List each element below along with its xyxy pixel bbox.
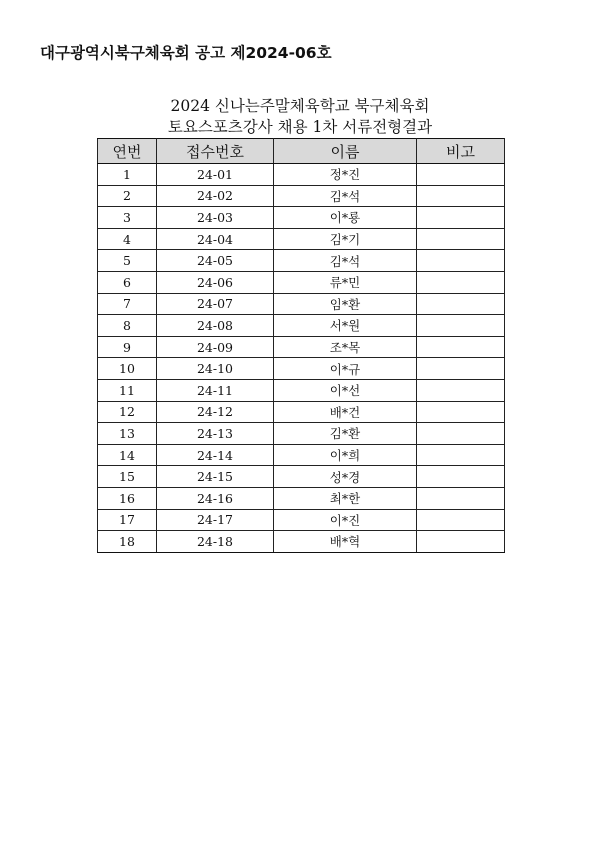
table-row bbox=[98, 444, 505, 466]
notice-number: 대구광역시북구체육회 공고 제2024-06호 bbox=[40, 44, 332, 62]
cell-name: 조*목 bbox=[274, 336, 417, 358]
cell-receipt-number: 24-08 bbox=[157, 315, 274, 337]
cell-no: 18 bbox=[98, 531, 157, 553]
cell-name: 김*석 bbox=[274, 185, 417, 207]
header-note: 비고 bbox=[417, 139, 505, 164]
cell-receipt-number: 24-18 bbox=[157, 531, 274, 553]
cell-name: 성*경 bbox=[274, 466, 417, 488]
cell-no: 17 bbox=[98, 509, 157, 531]
table-row bbox=[98, 250, 505, 272]
cell-receipt-number: 24-01 bbox=[157, 164, 274, 186]
cell-note bbox=[417, 250, 505, 272]
cell-no: 16 bbox=[98, 487, 157, 509]
cell-note bbox=[417, 336, 505, 358]
cell-name: 김*기 bbox=[274, 228, 417, 250]
cell-note bbox=[417, 379, 505, 401]
cell-receipt-number: 24-07 bbox=[157, 293, 274, 315]
cell-note bbox=[417, 207, 505, 229]
cell-note bbox=[417, 358, 505, 380]
cell-receipt-number: 24-15 bbox=[157, 466, 274, 488]
cell-note bbox=[417, 444, 505, 466]
cell-no: 1 bbox=[98, 164, 157, 186]
cell-name: 김*석 bbox=[274, 250, 417, 272]
header-receipt-number: 접수번호 bbox=[157, 139, 274, 164]
table-row bbox=[98, 531, 505, 553]
cell-note bbox=[417, 164, 505, 186]
cell-note bbox=[417, 423, 505, 445]
table-row bbox=[98, 271, 505, 293]
cell-no: 11 bbox=[98, 379, 157, 401]
document-title-line2: 토요스포츠강사 채용 1차 서류전형결과 bbox=[167, 118, 433, 136]
table-row bbox=[98, 336, 505, 358]
table-row bbox=[98, 185, 505, 207]
table-body bbox=[98, 164, 505, 553]
cell-receipt-number: 24-16 bbox=[157, 487, 274, 509]
cell-note bbox=[417, 315, 505, 337]
cell-name: 이*룡 bbox=[274, 207, 417, 229]
cell-name: 배*건 bbox=[274, 401, 417, 423]
cell-no: 3 bbox=[98, 207, 157, 229]
table-row bbox=[98, 423, 505, 445]
cell-receipt-number: 24-09 bbox=[157, 336, 274, 358]
cell-no: 2 bbox=[98, 185, 157, 207]
cell-no: 9 bbox=[98, 336, 157, 358]
cell-receipt-number: 24-17 bbox=[157, 509, 274, 531]
cell-name: 류*민 bbox=[274, 271, 417, 293]
cell-receipt-number: 24-11 bbox=[157, 379, 274, 401]
cell-no: 5 bbox=[98, 250, 157, 272]
cell-name: 임*환 bbox=[274, 293, 417, 315]
cell-no: 13 bbox=[98, 423, 157, 445]
cell-no: 10 bbox=[98, 358, 157, 380]
cell-name: 이*선 bbox=[274, 379, 417, 401]
cell-name: 이*진 bbox=[274, 509, 417, 531]
table-row bbox=[98, 315, 505, 337]
cell-no: 8 bbox=[98, 315, 157, 337]
table-row bbox=[98, 487, 505, 509]
cell-name: 최*한 bbox=[274, 487, 417, 509]
table-row bbox=[98, 358, 505, 380]
cell-no: 15 bbox=[98, 466, 157, 488]
table-row bbox=[98, 379, 505, 401]
cell-note bbox=[417, 401, 505, 423]
table-row bbox=[98, 207, 505, 229]
cell-name: 정*진 bbox=[274, 164, 417, 186]
cell-note bbox=[417, 466, 505, 488]
cell-no: 12 bbox=[98, 401, 157, 423]
cell-receipt-number: 24-03 bbox=[157, 207, 274, 229]
cell-note bbox=[417, 509, 505, 531]
cell-note bbox=[417, 271, 505, 293]
cell-note bbox=[417, 228, 505, 250]
results-table bbox=[97, 138, 505, 553]
cell-receipt-number: 24-10 bbox=[157, 358, 274, 380]
cell-name: 배*혁 bbox=[274, 531, 417, 553]
cell-no: 7 bbox=[98, 293, 157, 315]
cell-receipt-number: 24-12 bbox=[157, 401, 274, 423]
cell-receipt-number: 24-13 bbox=[157, 423, 274, 445]
cell-note bbox=[417, 185, 505, 207]
table-row bbox=[98, 509, 505, 531]
header-name: 이름 bbox=[274, 139, 417, 164]
cell-no: 14 bbox=[98, 444, 157, 466]
cell-name: 이*희 bbox=[274, 444, 417, 466]
document-title-line1: 2024 신나는주말체육학교 북구체육회 bbox=[170, 97, 430, 115]
cell-name: 이*규 bbox=[274, 358, 417, 380]
table-row bbox=[98, 164, 505, 186]
cell-receipt-number: 24-04 bbox=[157, 228, 274, 250]
cell-note bbox=[417, 293, 505, 315]
table-row bbox=[98, 466, 505, 488]
cell-receipt-number: 24-14 bbox=[157, 444, 274, 466]
cell-note bbox=[417, 531, 505, 553]
cell-no: 4 bbox=[98, 228, 157, 250]
cell-no: 6 bbox=[98, 271, 157, 293]
cell-note bbox=[417, 487, 505, 509]
table-row bbox=[98, 401, 505, 423]
table-row bbox=[98, 293, 505, 315]
table-row bbox=[98, 228, 505, 250]
cell-receipt-number: 24-06 bbox=[157, 271, 274, 293]
cell-name: 김*환 bbox=[274, 423, 417, 445]
cell-name: 서*원 bbox=[274, 315, 417, 337]
cell-receipt-number: 24-02 bbox=[157, 185, 274, 207]
cell-receipt-number: 24-05 bbox=[157, 250, 274, 272]
table-header-row bbox=[98, 139, 505, 164]
header-no: 연번 bbox=[98, 139, 157, 164]
